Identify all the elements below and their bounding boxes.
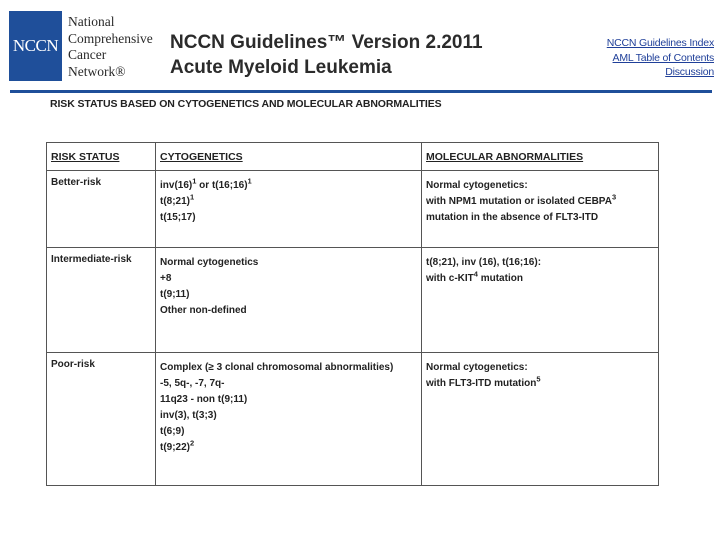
cell-line <box>160 424 421 440</box>
cell-text: -5, 5q-, -7, 7q- <box>160 378 225 389</box>
cell-line <box>160 178 421 194</box>
organization-name <box>68 14 160 80</box>
cell-text: Complex (≥ 3 clonal chromosomal abnormalities) <box>160 362 394 373</box>
section-title: RISK STATUS BASED ON CYTOGENETICS AND MOLECULAR ABNORMALITIES <box>50 98 442 110</box>
molecular-cell <box>422 248 659 353</box>
cell-text: mutation <box>477 273 523 284</box>
cell-text: with FLT3-ITD mutation <box>426 378 537 389</box>
cell-text: inv(3), t(3;3) <box>160 410 217 421</box>
table-row <box>47 248 659 353</box>
cell-line <box>426 178 658 194</box>
risk-status-cell <box>47 353 156 486</box>
cytogenetics-header: CYTOGENETICS <box>156 143 422 171</box>
cell-line <box>426 194 658 210</box>
cell-line <box>426 376 658 392</box>
table-header-row <box>47 143 659 171</box>
molecular-cell <box>422 353 659 486</box>
cell-text: Normal cytogenetics <box>160 257 259 268</box>
header-divider <box>10 90 712 93</box>
cell-line <box>160 376 421 392</box>
risk-status-cell <box>47 171 156 248</box>
risk-status-label: Better-risk <box>51 177 102 188</box>
cell-line <box>160 271 421 287</box>
molecular-cell <box>422 171 659 248</box>
cell-text: Normal cytogenetics: <box>426 180 528 191</box>
document-title <box>170 30 483 80</box>
cell-text: t(8;21), inv (16), t(16;16): <box>426 257 542 268</box>
cell-text: t(15;17) <box>160 212 196 223</box>
cell-text: t(9;22) <box>160 442 191 453</box>
cell-line <box>160 392 421 408</box>
cell-text: t(8;21) <box>160 196 191 207</box>
cell-text: mutation in the absence of FLT3-ITD <box>426 212 599 223</box>
cell-line <box>160 408 421 424</box>
cell-line <box>160 210 421 226</box>
cell-text: +8 <box>160 273 172 284</box>
risk-status-cell <box>47 248 156 353</box>
cytogenetics-cell <box>156 171 422 248</box>
cell-line <box>426 271 658 287</box>
guidelines-index-link[interactable]: NCCN Guidelines Index <box>606 37 714 49</box>
cell-line <box>160 194 421 210</box>
cell-line <box>160 440 421 456</box>
discussion-link[interactable]: Discussion <box>665 66 714 78</box>
cell-text: Normal cytogenetics: <box>426 362 528 373</box>
logo-text: NCCN <box>12 36 59 55</box>
cell-text: t(6;9) <box>160 426 185 437</box>
footnote-marker: 4 <box>473 269 478 279</box>
cell-text: with NPM1 mutation or isolated CEBPA <box>426 196 612 207</box>
guidelines-version-title: NCCN Guidelines™ Version 2.2011 <box>170 32 483 53</box>
cytogenetics-cell <box>156 353 422 486</box>
org-line: Cancer <box>68 47 107 62</box>
footnote-marker: 1 <box>247 176 252 186</box>
cell-line <box>160 303 421 319</box>
cell-text: 11q23 - non t(9;11) <box>160 394 248 405</box>
disease-title: Acute Myeloid Leukemia <box>170 57 392 78</box>
table-row <box>47 353 659 486</box>
footnote-marker: 1 <box>190 192 195 202</box>
risk-status-label: Poor-risk <box>51 359 95 370</box>
cell-text: t(9;11) <box>160 289 190 300</box>
cell-line <box>426 210 658 226</box>
cell-line <box>426 255 658 271</box>
risk-status-label: Intermediate-risk <box>51 254 132 265</box>
molecular-header: MOLECULAR ABNORMALITIES <box>422 143 659 171</box>
cell-line <box>160 287 421 303</box>
org-line: Comprehensive <box>68 30 153 46</box>
risk-status-table <box>46 142 659 486</box>
org-line: Network® <box>68 63 126 79</box>
cell-line <box>160 255 421 271</box>
page-header <box>0 0 720 92</box>
nccn-logo <box>9 11 62 81</box>
footnote-marker: 3 <box>611 192 617 202</box>
cell-text: with c-KIT <box>426 273 474 284</box>
footnote-marker: 1 <box>192 176 197 186</box>
cytogenetics-cell <box>156 248 422 353</box>
risk-status-header: RISK STATUS <box>47 143 156 171</box>
cell-text: inv(16) <box>160 180 193 191</box>
footnote-marker: 5 <box>536 374 541 384</box>
navigation-links <box>607 36 714 80</box>
cell-text: or t(16;16) <box>196 180 248 191</box>
aml-toc-link[interactable]: AML Table of Contents <box>612 51 714 64</box>
cell-line <box>426 360 658 376</box>
cell-text: Other non-defined <box>160 305 247 316</box>
footnote-marker: 2 <box>190 438 195 448</box>
cell-line <box>160 360 421 376</box>
table-row <box>47 171 659 248</box>
org-line: National <box>68 14 115 29</box>
